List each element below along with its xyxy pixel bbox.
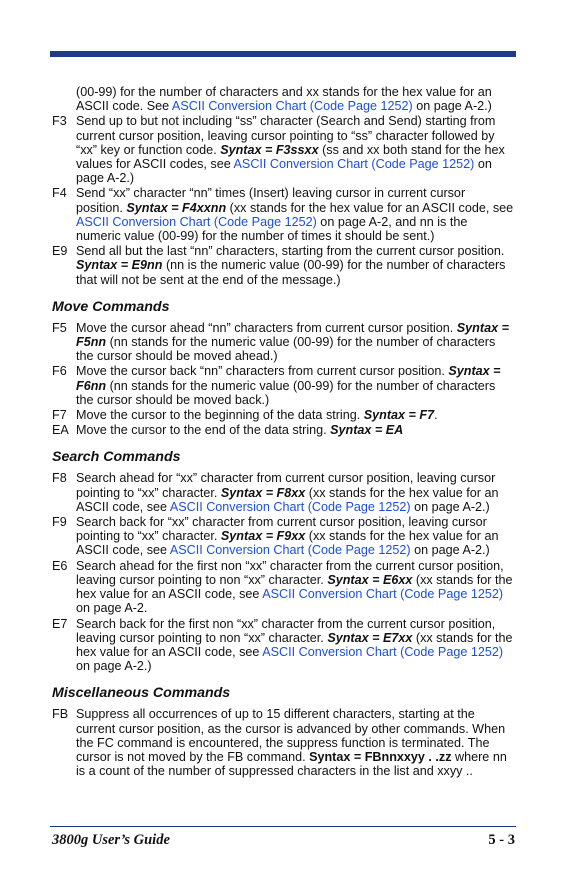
command-code: F4 [52,186,67,201]
syntax: Syntax = F8xx [220,485,306,500]
continued-paragraph: (00-99) for the number of characters and xx stands for the hex value for an ASCII code. See ASCII Conversion Chart (Code Page 1252) on page A-2.) [76,85,492,114]
ascii-chart-link[interactable]: ASCII Conversion Chart (Code Page 1252) [171,99,413,114]
syntax: Syntax = E7xx [327,630,413,645]
command-entry-e9: E9 Send all but the last “nn” characters, starting from the current cursor position. Syntax = E9nn (nn is the numeric value (00-99) for the number of characters that will not be sent at the end of the message.) [52,244,506,287]
syntax: Syntax = F7 [363,408,435,423]
command-code: F6 [52,364,67,379]
section-heading-search: Search Commands [52,449,181,466]
command-entry-e6: E6 Search ahead for the first non “xx” character from the current cursor position, leaving cursor pointing to non “xx” character. Syntax = E6xx (xx stands for the hex value for an ASCII code, see ASCII Conversion Chart (Code Page 1252) on page A-2. [52,558,513,616]
footer-rule [50,826,516,827]
command-code: F7 [52,408,67,423]
command-code: FB [52,707,69,722]
syntax: Syntax = F6nn [76,364,501,393]
footer-title: 3800g User’s Guide [52,832,170,848]
command-entry-ea: EA Move the cursor to the end of the data string. Syntax = EA [52,423,404,438]
syntax: Syntax = F4xxnn [126,200,227,215]
command-entry-f9: F9 Search back for “xx” character from current cursor position, leaving cursor pointing to “xx” character. Syntax = F9xx (xx stands for the hex value for an ASCII code, see ASCII Conversion Chart (Code Page 1252) on page A-2.) [52,515,499,558]
syntax: Syntax = F9xx [220,529,306,544]
command-entry-fb: FB Suppress all occurrences of up to 15 different characters, starting at the current cursor position, as the cursor is advanced by other commands. When the FC command is encountered, the suppress function is terminated. The cursor is not moved by the FB command. Syntax = FBnnxxyy . .zz where nn is a count of the number of suppressed characters in the list and xxyy .. [52,707,507,779]
command-code: F3 [52,114,67,129]
section-heading-move: Move Commands [52,298,170,315]
command-code: EA [52,423,69,438]
command-code: F5 [52,320,67,335]
command-code: E6 [52,558,68,573]
command-code: F9 [52,515,67,530]
syntax: Syntax = E9nn [76,258,163,273]
syntax: Syntax = F3ssxx [220,142,319,157]
syntax: Syntax = FBnnxxyy . .zz [309,749,452,764]
syntax: Syntax = E6xx [327,572,413,587]
ascii-chart-link[interactable]: ASCII Conversion Chart (Code Page 1252) [76,214,317,229]
ascii-chart-link[interactable]: ASCII Conversion Chart (Code Page 1252) [169,499,411,514]
page-number: 5 - 3 [488,832,515,848]
command-entry-f5: F5 Move the cursor ahead “nn” characters from current cursor position. Syntax = F5nn (nn stands for the numeric value (00-99) for the number of characters the cursor should be moved ahead.) [52,320,509,364]
syntax: Syntax = EA [330,423,404,438]
syntax: Syntax = F5nn [76,320,509,350]
ascii-chart-link[interactable]: ASCII Conversion Chart (Code Page 1252) [262,587,504,602]
ascii-chart-link[interactable]: ASCII Conversion Chart (Code Page 1252) [233,157,475,172]
command-code: F8 [52,471,67,486]
ascii-chart-link[interactable]: ASCII Conversion Chart (Code Page 1252) [262,644,504,659]
command-entry-f4: F4 Send “xx” character “nn” times (Insert) leaving cursor in current cursor position. Syntax = F4xxnn (xx stands for the hex value for an ASCII code, see ASCII Conversion Chart (Code Page 1252) on page A-2, and nn is the numeric value (00-99) for the number of times it should be sent.) [52,186,514,244]
header-rule [50,51,516,57]
command-code: E7 [52,616,68,631]
ascii-chart-link[interactable]: ASCII Conversion Chart (Code Page 1252) [169,543,411,558]
command-entry-f8: F8 Search ahead for “xx” character from current cursor position, leaving cursor pointing to “xx” character. Syntax = F8xx (xx stands for the hex value for an ASCII code, see ASCII Conversion Chart (Code Page 1252) on page A-2.) [52,471,499,514]
command-entry-f3: F3 Send up to but not including “ss” character (Search and Send) starting from current cursor position, leaving cursor pointing to “ss” character followed by “xx” key or function code. Syntax = F3ssxx (ss and xx both stand for the hex values for ASCII codes, see ASCII Conversion Chart (Code Page 1252) on page A-2.) [52,114,505,186]
section-heading-misc: Miscellaneous Commands [52,685,231,702]
command-entry-f6: F6 Move the cursor back “nn” characters from current cursor position. Syntax = F6nn (nn stands for the numeric value (00-99) for the number of characters the cursor should be moved back.) [52,364,501,407]
command-entry-e7: E7 Search back for the first non “xx” character from the current cursor position, leaving cursor pointing to non “xx” character. Syntax = E7xx (xx stands for the hex value for an ASCII code, see ASCII Conversion Chart (Code Page 1252) on page A-2.) [52,616,513,674]
command-entry-f7: F7 Move the cursor to the beginning of the data string. Syntax = F7. [52,408,438,423]
page-body [52,85,514,779]
command-code: E9 [52,244,68,259]
